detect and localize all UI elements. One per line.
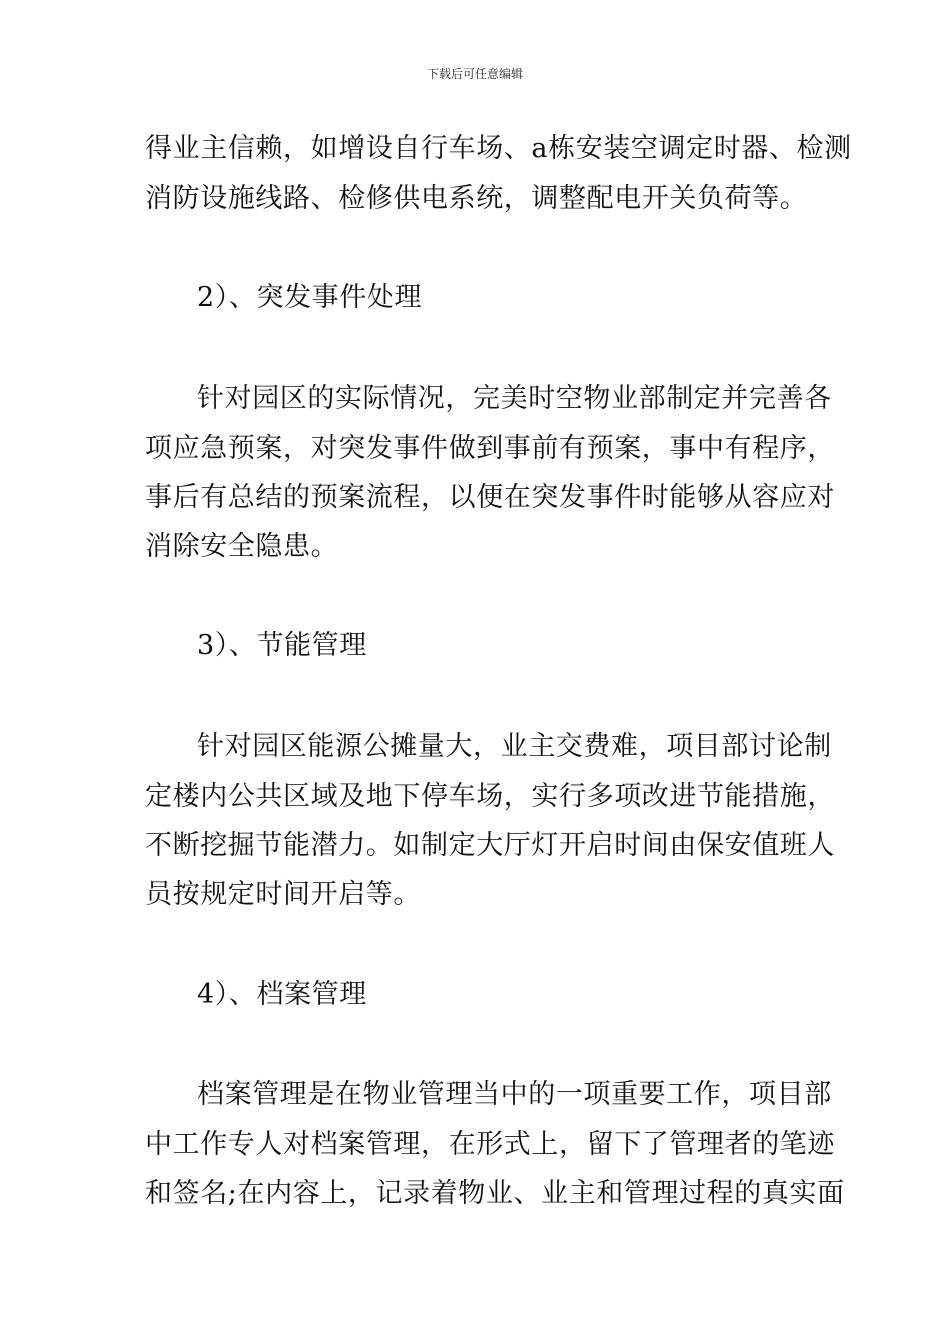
body-text-line: 针对园区的实际情况，完美时空物业部制定并完善各 bbox=[197, 383, 832, 414]
body-text-line: 档案管理是在物业管理当中的一项重要工作，项目部 bbox=[197, 1079, 832, 1110]
section-heading: 3）、节能管理 bbox=[197, 630, 367, 661]
body-text-line: 针对园区能源公摊量大，业主交费难，项目部讨论制 bbox=[197, 731, 832, 762]
body-text-line: 项应急预案，对突发事件做到事前有预案，事中有程序， bbox=[145, 433, 835, 464]
body-text-line: 得业主信赖，如增设自行车场、a栋安装空调定时器、检测 bbox=[145, 133, 852, 164]
page-header-note: 下载后可任意编辑 bbox=[426, 67, 523, 81]
body-text-line: 不断挖掘节能潜力。如制定大厅灯开启时间由保安值班人 bbox=[145, 830, 835, 861]
body-text-line: 事后有总结的预案流程，以便在突发事件时能够从容应对 bbox=[145, 482, 835, 513]
body-text-line: 定楼内公共区域及地下停车场，实行多项改进节能措施， bbox=[145, 781, 835, 812]
body-text-line: 消除安全隐患。 bbox=[145, 531, 339, 562]
body-text-line: 中工作专人对档案管理，在形式上，留下了管理者的笔迹 bbox=[145, 1129, 835, 1160]
body-text-line: 员按规定时间开启等。 bbox=[145, 879, 421, 910]
body-text-line: 消防设施线路、检修供电系统，调整配电开关负荷等。 bbox=[145, 183, 808, 214]
body-text-line: 和签名;在内容上，记录着物业、业主和管理过程的真实面 bbox=[145, 1178, 845, 1209]
section-heading: 2）、突发事件处理 bbox=[197, 282, 423, 313]
section-heading: 4）、档案管理 bbox=[197, 979, 367, 1010]
